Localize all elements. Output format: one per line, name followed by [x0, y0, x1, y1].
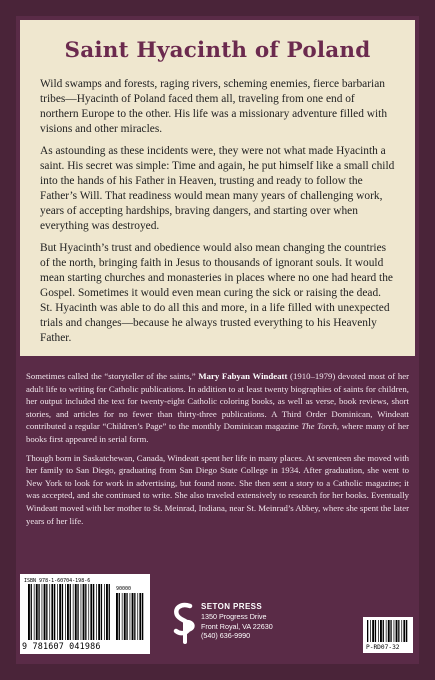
bio-text: (1910–1979) devoted most of her adult life to writing for Catholic publications. In addition to at least twenty biographies of saints for children, her output included the text for twenty-eight Catholic coloring books, as well as verse, book reviews, short stories, and articles for no fewer than thirty-three publications. A Third Order Dominican, Windeatt contributed a regular “Children’s Page” to the monthly Dominican magazine [26, 371, 409, 432]
product-code-box [363, 617, 413, 653]
barcode-digits: 9 781607 041986 [22, 641, 101, 651]
barcode-bar [139, 593, 141, 640]
barcode-bar [370, 620, 371, 642]
bio-text: , where many of her books first appeared in serial form. [26, 421, 410, 444]
barcode-bar [49, 584, 50, 640]
bio-paragraph: Though born in Saskatchewan, Canada, Windeatt spent her life in many places. At seventeen she moved with her family to San Diego, graduating from San Diego State College in 1934. After graduation, she went to New York to look for work in advertising, but found none. She then sent a story to a Catholic magazine; it was accepted, and she continued to write. She also traveled extensively to research for her books. Eventually Windeatt moved with her mother to St. Meinrad, Indiana, near St. Meinrad’s Abbey, where she spent the later years of her life. [26, 452, 410, 526]
barcode-bar [65, 584, 66, 640]
synopsis-text [40, 77, 395, 346]
barcode-bar [403, 620, 405, 642]
bio-text: Sometimes called the “storyteller of the saints,” [26, 371, 199, 381]
book-title: Saint Hyacinth of Poland [64, 38, 371, 63]
barcode-bar [96, 584, 97, 640]
barcode-bar [85, 584, 86, 640]
barcode-bar [396, 620, 398, 642]
publisher-info [201, 602, 273, 641]
barcode-bar [81, 584, 82, 640]
barcode-bar [137, 593, 138, 640]
barcode-bar [398, 620, 399, 642]
barcode-bar [73, 584, 74, 640]
barcode-bar [116, 593, 118, 640]
publisher-phone: (540) 636-9990 [201, 631, 251, 640]
barcode-bar [28, 584, 30, 640]
barcode-bar [132, 593, 134, 640]
synopsis-paragraph: As astounding as these incidents were, they were not what made Hyacinth a saint. His secret was simple: Time and again, he put himself like a small child into the hands of his Father in Heaven, trusting and ready to follow the Father’s Will. That readiness would mean many years of challenging work, years of accepting hardships, braving dangers, and starting over when everything was destroyed. [40, 145, 395, 232]
publisher-city: Front Royal, VA 22630 [201, 621, 273, 631]
isbn-barcode [20, 574, 150, 654]
barcode-bar [378, 620, 379, 642]
author-bio [26, 370, 409, 533]
barcode-bar [367, 620, 368, 642]
publisher-block [171, 602, 281, 654]
barcode-bar [38, 584, 39, 640]
barcode-bar [31, 584, 32, 640]
barcode-bar [42, 584, 43, 640]
barcode-bar [401, 620, 402, 642]
barcode-bar [406, 620, 407, 642]
isbn-number: ISBN 978-1-60704-198-6 [24, 578, 91, 584]
seton-press-logo [171, 602, 197, 644]
barcode-bar [109, 584, 110, 640]
product-barcode [363, 617, 413, 643]
barcode-bar [101, 584, 102, 640]
barcode-bar [130, 593, 131, 640]
barcode-bar [98, 584, 100, 640]
barcode-bar [375, 620, 376, 642]
barcode-bar [44, 584, 46, 640]
barcode-bar [380, 620, 382, 642]
barcode-bar [75, 584, 77, 640]
barcode-bar [51, 584, 53, 640]
author-name: Mary Fabyan Windeatt [198, 371, 288, 381]
bio-paragraph [26, 370, 409, 446]
barcode-bar [122, 593, 123, 640]
barcode-bar [93, 584, 94, 640]
barcode-bar [70, 584, 71, 640]
barcode-bar [372, 620, 374, 642]
product-code: P-RD07-32 [366, 644, 400, 651]
price-addon: 90000 [116, 586, 132, 592]
barcode-bar [59, 584, 61, 640]
barcode-bar [77, 584, 78, 640]
barcode-bar [124, 593, 126, 640]
barcode-bar [134, 593, 135, 640]
barcode-bar [83, 584, 85, 640]
barcode-bar [142, 593, 143, 640]
barcode-bar [62, 584, 63, 640]
barcode-bar [388, 620, 390, 642]
publisher-address: 1350 Progress Drive [201, 612, 267, 621]
publisher-name: SETON PRESS [201, 602, 263, 611]
barcode-bar [88, 584, 89, 640]
barcode-bar [36, 584, 38, 640]
barcode-bar [383, 620, 384, 642]
synopsis-panel [20, 20, 415, 356]
barcode-bar [34, 584, 35, 640]
barcode-bar [106, 584, 108, 640]
synopsis-paragraph: But Hyacinth’s trust and obedience would also mean changing the countries of the north, bringing faith in Jesus to thousands of ignorant souls. It would mean starting churches and monasteries in places where no one had heard the Gospel. Sometimes it would even mean curing the sick or raising the dead. St. Hyacinth was able to do all this and more, in a life filled with unexpected trials and changes—because he always trusted everything to his Heavenly Father. [40, 242, 393, 344]
barcode-bar [390, 620, 391, 642]
magazine-title: The Torch [301, 421, 337, 432]
barcode-bar [67, 584, 69, 640]
barcode-bar [57, 584, 58, 640]
barcode-bar [119, 593, 120, 640]
barcode-bar [104, 584, 105, 640]
barcode-bar [386, 620, 387, 642]
barcode-bar [394, 620, 395, 642]
synopsis-paragraph: Wild swamps and forests, raging rivers, scheming enemies, fierce barbarian tribes—Hyacinth of Poland faced them all, traveling from one end of northern Europe to the other. His life was a missionary adventure filled with visions and other miracles. [40, 78, 388, 135]
barcode-bar [46, 584, 47, 640]
barcode-bar [90, 584, 92, 640]
barcode-bar [126, 593, 127, 640]
barcode-bar [54, 584, 55, 640]
